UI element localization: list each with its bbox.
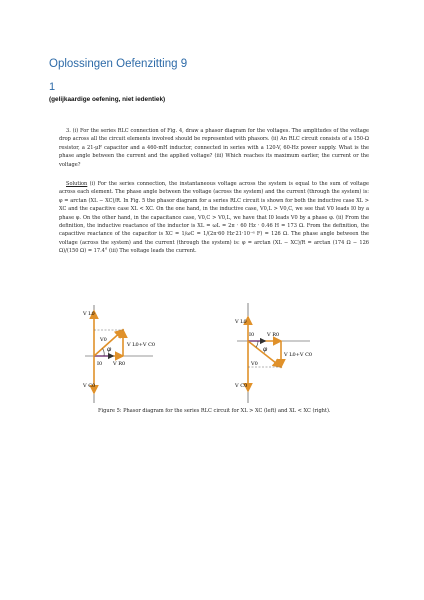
section-subtitle: (gelijkaardige oefening, niet iedentiek)	[49, 96, 166, 103]
right-vc-label: V C0	[235, 383, 248, 389]
section-number: 1	[49, 81, 56, 93]
left-vr-label: V R0	[113, 361, 126, 367]
left-phi-label: φ	[107, 346, 112, 353]
left-v0-label: V0	[100, 337, 107, 343]
page-title: Oplossingen Oefenzitting 9	[49, 58, 188, 70]
problem-statement: 3. (i) For the series RLC connection of Fig. 4, draw a phasor diagram for the voltages. The amplitudes of the voltage drop across all the circuit elements involved should be represented with phasors. (ii) An RLC circuit consists of a 150-Ω resistor, a 21-μF capacitor and a 460-mH inductor, connected in series with a 120-V, 60-Hz power supply. What is the phase angle between the current and the applied voltage? (iii) Which reaches its maximum earlier, the current or the voltage?	[59, 128, 369, 168]
right-v0-label: V0	[251, 361, 258, 367]
right-i0-label: I0	[249, 332, 255, 338]
right-vl-label: V L0	[235, 319, 247, 325]
right-sum-label: V L0+V C0	[284, 352, 313, 358]
phasor-diagram-right	[234, 303, 312, 403]
left-vl-label: V L0	[83, 311, 95, 317]
figure-caption: Figure 5: Phasor diagram for the series RLC circuit for XL > XC (left) and XL < XC (right).	[98, 408, 331, 414]
right-phi-arc	[256, 341, 258, 347]
solution-text: (i) For the series connection, the instantaneous voltage across the system is equal to the sum of voltage across each element. The phase angle between the voltage (across the system) and the current (through the system) is: φ = arctan (XL − XC)/R. In Fig. 5 the phasor diagram for a series RLC circuit is shown for both the inductive case XL > XC and the capacitive case XL < XC. On the one hand, in the inductive case, V0,L > V0,C, we see that V0 leads I0 by a phase φ. On the other hand, in the capacitance case, V0,C > V0,L, we have that I0 leads V0 by a phase φ. (ii) From the definition, the inductive reactance of the inductor is XL = ωL = 2π · 60 Hz · 0.46 H = 173 Ω. From the definition, the capacitive reactance of the capacitor is XC = 1/ωC = 1/(2π·60 Hz·21·10⁻⁶ F) = 126 Ω. The phase angle between the voltage (across the system) and the current (through the system) is: φ = arctan (XL − XC)/R = arctan (174 Ω − 126 Ω)/(150 Ω) = 17.4° (iii) The voltage leads the current.	[59, 181, 369, 255]
solution-paragraph	[59, 180, 369, 256]
left-phi-arc	[103, 349, 105, 356]
phasor-figure	[85, 303, 355, 413]
solution-heading: Solution	[66, 181, 88, 187]
phasor-diagram-left	[82, 305, 155, 403]
right-vr-label: V R0	[267, 332, 280, 338]
left-sum-label: V L0+V C0	[127, 342, 156, 348]
right-phi-label: φ	[263, 346, 268, 353]
left-i0-label: I0	[97, 361, 103, 367]
left-vc-label: V C0	[83, 383, 96, 389]
